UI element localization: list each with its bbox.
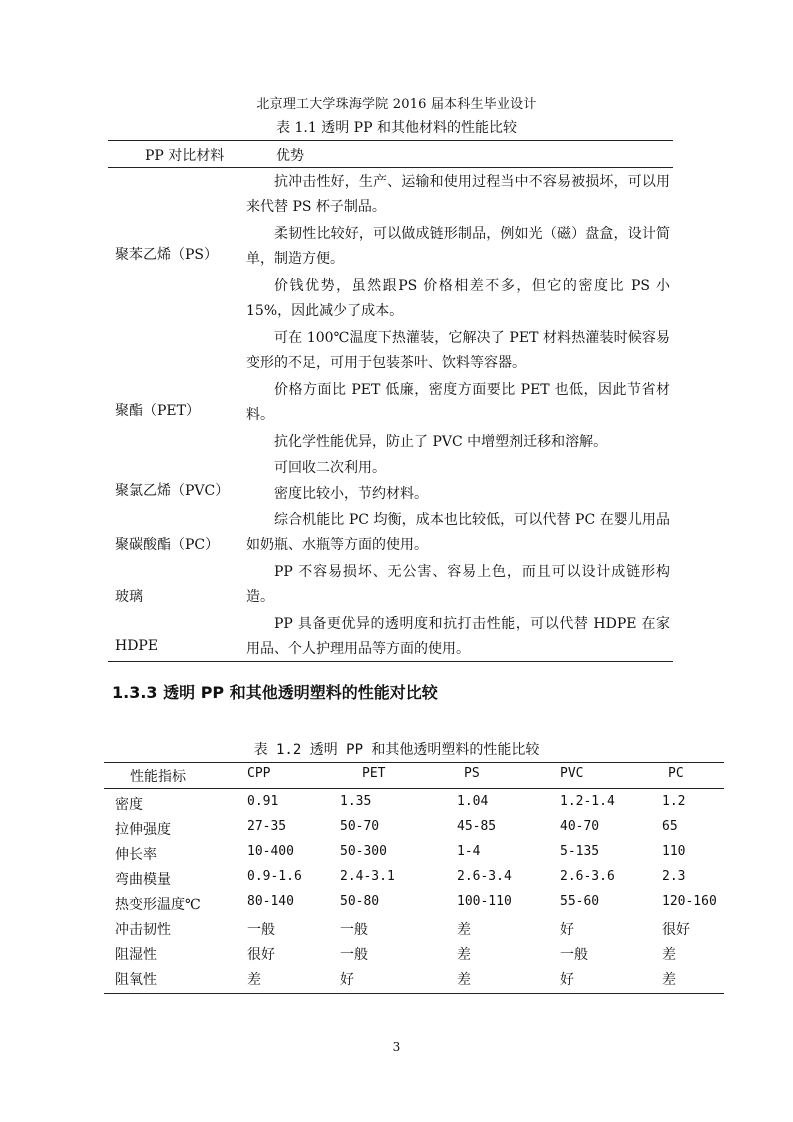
table2-header-cell: PVC [560, 766, 584, 781]
table2-property-cell: 冲击韧性 [115, 922, 171, 938]
table2-value-cell: 好 [340, 972, 354, 988]
table2-header-cell: CPP [247, 766, 271, 781]
table1-advantage-paragraph: 可在 100℃温度下热灌装，它解决了 PET 材料热灌装时候容易变形的不足，可用于包装茶叶、饮料等容器。 [246, 330, 670, 371]
table1-header-row [108, 141, 673, 167]
table1-advantage-paragraph: PP 具备更优异的透明度和抗打击性能，可以代替 HDPE 在家用品、个人护理用品等方面的使用。 [246, 616, 670, 657]
page-number: 3 [392, 1040, 401, 1054]
table1-material: 聚苯乙烯（PS） [115, 247, 219, 263]
table2-value-cell: 120-160 [662, 894, 717, 909]
table1-advantage-paragraph: 可回收二次利用。 [274, 460, 386, 476]
table2-value-cell: 1.04 [457, 794, 489, 809]
table2-value-cell: 2.4-3.1 [340, 869, 395, 884]
table1-advantage-paragraph: 抗冲击性好，生产、运输和使用过程当中不容易被损坏，可以用来代替 PS 杯子制品。 [246, 174, 670, 215]
section-heading: 1.3.3 透明 PP 和其他透明塑料的性能对比较 [112, 683, 438, 702]
table1-body [108, 168, 673, 661]
table2-property-cell: 拉伸强度 [115, 822, 171, 838]
table2-header-cell: PET [362, 766, 386, 781]
table2-value-cell: 110 [662, 844, 686, 859]
table2-value-cell: 很好 [247, 947, 275, 963]
table2-value-cell: 65 [662, 819, 678, 834]
table1-advantage-paragraph: 柔韧性比较好，可以做成链形制品，例如光（磁）盘盒，设计简单，制造方便。 [246, 226, 670, 267]
table-row [104, 916, 724, 941]
table2-value-cell: 1.2 [662, 794, 686, 809]
table2-value-cell: 2.3 [662, 869, 686, 884]
table2-header-cell: 性能指标 [130, 769, 186, 785]
table2-bottom-rule [104, 993, 724, 994]
table2-value-cell: 1.2-1.4 [560, 794, 615, 809]
table1-header-advantage: 优势 [276, 148, 304, 164]
table2-value-cell: 差 [457, 922, 471, 938]
table2-value-cell: 40-70 [560, 819, 600, 834]
table2-value-cell: 0.9-1.6 [247, 869, 302, 884]
table-row [104, 816, 724, 841]
table1-material: 聚酯（PET） [115, 403, 200, 419]
table2-value-cell: 50-70 [340, 819, 380, 834]
table1-advantage-paragraph: 价钱优势，虽然跟PS 价格相差不多，但它的密度比 PS 小 15%，因此减少了成本。 [246, 278, 670, 319]
table1-material: 聚氯乙烯（PVC） [115, 483, 230, 499]
table1-material: 玻璃 [115, 589, 143, 605]
table1-material: 聚碳酸酯（PC） [115, 537, 220, 553]
table2-value-cell: 一般 [340, 947, 368, 963]
table2-value-cell: 差 [457, 947, 471, 963]
table2-value-cell: 2.6-3.6 [560, 869, 615, 884]
table2-property-cell: 弯曲模量 [115, 872, 171, 888]
table2-value-cell: 50-80 [340, 894, 380, 909]
table2-value-cell: 一般 [247, 922, 275, 938]
table1-advantage-paragraph: 抗化学性能优异，防止了 PVC 中增塑剂迁移和溶解。 [274, 434, 608, 450]
table1-advantage-paragraph: 密度比较小，节约材料。 [274, 486, 428, 502]
table2 [104, 762, 724, 994]
table-row [104, 866, 724, 891]
table1-advantage-paragraph: 综合机能比 PC 均衡，成本也比较低，可以代替 PC 在婴儿用品如奶瓶、水瓶等方面的使用。 [246, 512, 670, 553]
table1-header-material: PP 对比材料 [145, 148, 225, 164]
table2-value-cell: 27-35 [247, 819, 287, 834]
table-row [104, 966, 724, 991]
table2-value-cell: 100-110 [457, 894, 512, 909]
table2-value-cell: 45-85 [457, 819, 497, 834]
table2-value-cell: 2.6-3.4 [457, 869, 512, 884]
table2-value-cell: 50-300 [340, 844, 387, 859]
table1 [108, 140, 673, 662]
table2-value-cell: 10-400 [247, 844, 294, 859]
table1-caption: 表 1.1 透明 PP 和其他材料的性能比较 [276, 120, 517, 136]
table2-value-cell: 差 [247, 972, 261, 988]
table2-value-cell: 好 [560, 972, 574, 988]
table2-value-cell: 差 [662, 947, 676, 963]
table2-value-cell: 好 [560, 922, 574, 938]
table2-property-cell: 阻湿性 [115, 947, 157, 963]
table2-value-cell: 差 [457, 972, 471, 988]
table1-advantage-paragraph: 价格方面比 PET 低廉，密度方面要比 PET 也低，因此节省材料。 [246, 382, 670, 423]
table1-material: HDPE [115, 638, 159, 654]
table-row [104, 841, 724, 866]
table2-value-cell: 一般 [340, 922, 368, 938]
table2-property-cell: 密度 [115, 797, 143, 813]
table2-body [104, 789, 724, 991]
table2-value-cell: 80-140 [247, 894, 294, 909]
table2-property-cell: 阻氧性 [115, 972, 157, 988]
table2-property-cell: 伸长率 [115, 847, 157, 863]
page-header: 北京理工大学珠海学院 2016 届本科生毕业设计 [256, 97, 537, 112]
table2-header-cell: PC [668, 766, 684, 781]
table2-value-cell: 一般 [560, 947, 588, 963]
table2-header-row [104, 763, 724, 788]
table2-value-cell: 差 [662, 972, 676, 988]
table1-advantage-paragraph: PP 不容易损坏、无公害、容易上色，而且可以设计成链形构造。 [246, 564, 670, 605]
table-row [104, 791, 724, 816]
table2-caption: 表 1.2 透明 PP 和其他透明塑料的性能比较 [253, 742, 540, 758]
table2-property-cell: 热变形温度℃ [115, 897, 201, 913]
table2-value-cell: 0.91 [247, 794, 279, 809]
table2-value-cell: 1-4 [457, 844, 481, 859]
table-row [104, 891, 724, 916]
table2-value-cell: 5-135 [560, 844, 600, 859]
table2-value-cell: 1.35 [340, 794, 372, 809]
table2-header-cell: PS [464, 766, 480, 781]
table2-value-cell: 很好 [662, 922, 690, 938]
table2-value-cell: 55-60 [560, 894, 600, 909]
table-row [104, 941, 724, 966]
